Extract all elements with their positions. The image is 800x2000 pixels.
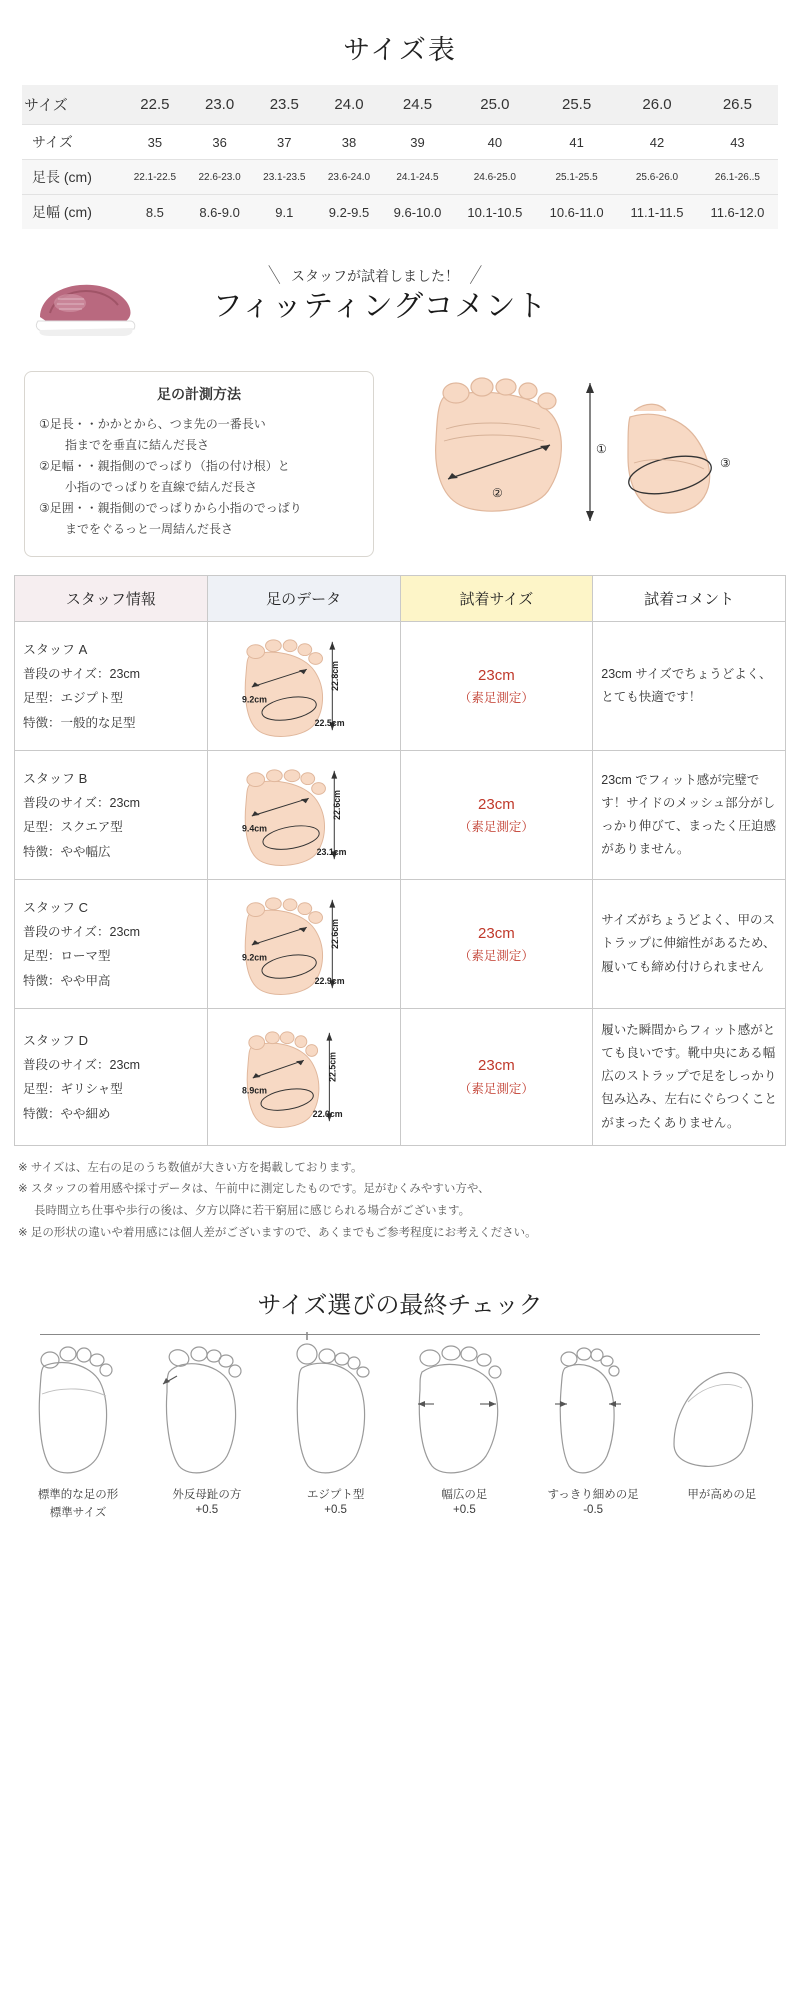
row-label: サイズ xyxy=(22,125,123,160)
cell: 36 xyxy=(187,125,252,160)
table-row xyxy=(15,622,786,751)
cell: 35 xyxy=(123,125,188,160)
foot-example-standard xyxy=(14,1332,142,1520)
measure-item-main: ②足幅・・親指側のでっぱり（指の付け根）と xyxy=(39,459,290,473)
comment-cell: 23cm でフィット感が完璧です！サイドのメッシュ部分がしっかり伸びて、まったく圧迫感がありません。 xyxy=(593,751,786,880)
foot-data-cell xyxy=(207,1009,400,1146)
foot-girth-value: 22.0cm xyxy=(312,1109,343,1120)
try-size-note: （素足測定） xyxy=(458,691,534,706)
staff-foot-type: 足型：エジプト型 xyxy=(23,691,124,706)
cell: 22.1-22.5 xyxy=(123,160,188,195)
foot-outline-icon xyxy=(400,1332,510,1482)
foot-data-cell xyxy=(207,622,400,751)
staff-usual-size: 普段のサイズ：23cm xyxy=(23,667,141,682)
table-row xyxy=(22,195,778,230)
cell: 8.5 xyxy=(123,195,188,230)
foot-outline-icon xyxy=(14,1332,124,1482)
decorative-slash-left: ＼ xyxy=(263,264,285,287)
staff-name: スタッフ A xyxy=(23,641,88,657)
cell: 9.2-9.5 xyxy=(317,195,382,230)
foot-example-wide xyxy=(400,1332,528,1520)
table-row xyxy=(15,880,786,1009)
note-line: ※ サイズは、左右の足のうち数値が大きい方を掲載しております。 xyxy=(18,1161,363,1174)
try-size-value: 23cm xyxy=(478,1057,515,1075)
cell: 41 xyxy=(536,125,617,160)
foot-width-value: 8.9cm xyxy=(241,1085,267,1096)
cell: 38 xyxy=(317,125,382,160)
notes-section xyxy=(0,1146,800,1259)
staff-fitting-table xyxy=(14,575,786,1146)
divider xyxy=(40,1334,760,1335)
foot-side-outline-icon xyxy=(658,1332,768,1482)
staff-foot-type: 足型：ギリシャ型 xyxy=(23,1082,123,1097)
foot-girth-value: 22.5cm xyxy=(314,718,345,729)
staff-feature: 特徴：一般的な足型 xyxy=(23,715,136,730)
foot-example-high-instep xyxy=(658,1332,786,1520)
list-item xyxy=(39,498,359,540)
foot-example-narrow xyxy=(529,1332,657,1520)
staff-info-cell xyxy=(15,1009,208,1146)
cell: 9.1 xyxy=(252,195,317,230)
try-size-cell xyxy=(400,880,593,1009)
foot-caption-sub: +0.5 xyxy=(324,1504,347,1517)
cell: 11.6-12.0 xyxy=(697,195,778,230)
cell: 25.0 xyxy=(454,85,536,125)
label-three: ③ xyxy=(720,456,731,470)
list-item xyxy=(39,456,359,498)
foot-caption-sub: 標準サイズ xyxy=(49,1507,107,1520)
decorative-slash-right: ／ xyxy=(465,264,487,287)
comment-cell: サイズがちょうどよく、甲のストラップに伸縮性があるため、履いても締め付けられません xyxy=(593,880,786,1009)
foot-outline-icon xyxy=(529,1332,639,1482)
label-two: ② xyxy=(492,486,503,500)
staff-usual-size: 普段のサイズ：23cm xyxy=(23,925,141,940)
fitting-staff-text: スタッフが試着しました！ xyxy=(291,268,459,284)
foot-girth-value: 23.1cm xyxy=(316,847,347,858)
cell: 10.1-10.5 xyxy=(454,195,536,230)
row-label: 足幅 (cm) xyxy=(22,195,123,230)
note-line: ※ 足の形状の違いや着用感には個人差がございますので、あくまでもご参考程度にお考えください。 xyxy=(18,1227,537,1240)
measure-item-main: ①足長・・かかとから、つま先の一番長い xyxy=(39,417,266,431)
measure-item-sub: 小指のでっぱりを直線で結んだ長さ xyxy=(65,480,258,494)
try-size-cell xyxy=(400,622,593,751)
foot-outline-icon xyxy=(272,1332,382,1482)
size-table xyxy=(22,85,778,229)
foot-measure-thumb xyxy=(216,761,374,869)
staff-name: スタッフ C xyxy=(23,899,89,915)
cell: 26.0 xyxy=(617,85,697,125)
fitting-header xyxy=(0,255,800,365)
cell: 9.6-10.0 xyxy=(381,195,453,230)
try-size-value: 23cm xyxy=(478,666,515,684)
staff-foot-type: 足型：ローマ型 xyxy=(23,949,111,964)
foot-data-cell xyxy=(207,880,400,1009)
cell: 10.6-11.0 xyxy=(536,195,617,230)
label-one: ① xyxy=(596,442,607,456)
measure-item-sub: までをぐるっと一周結んだ長さ xyxy=(65,522,234,536)
measure-heading: 足の計測方法 xyxy=(157,386,241,402)
try-size-note: （素足測定） xyxy=(458,1081,534,1096)
staff-feature: 特徴：やや幅広 xyxy=(23,844,111,859)
cell: 25.1-25.5 xyxy=(536,160,617,195)
foot-example-egyptian xyxy=(272,1332,400,1520)
cell: 22.6-23.0 xyxy=(187,160,252,195)
cell: 11.1-11.5 xyxy=(617,195,697,230)
cell: 22.5 xyxy=(123,85,188,125)
foot-length-value: 22.8cm xyxy=(329,660,340,691)
measure-item-sub: 指までを垂直に結んだ長さ xyxy=(65,438,210,452)
foot-caption: 外反母趾の方 xyxy=(172,1489,242,1501)
foot-measure-diagram xyxy=(374,371,776,531)
staff-name: スタッフ D xyxy=(23,1032,89,1048)
foot-caption: すっきり細めの足 xyxy=(547,1489,639,1501)
foot-width-value: 9.4cm xyxy=(241,823,267,834)
foot-example-bunion xyxy=(143,1332,271,1520)
cell: 25.6-26.0 xyxy=(617,160,697,195)
foot-measure-thumb xyxy=(216,890,374,998)
cell: 23.5 xyxy=(252,85,317,125)
cell: 43 xyxy=(697,125,778,160)
cell: 26.1-26..5 xyxy=(697,160,778,195)
table-row xyxy=(15,1009,786,1146)
column-header-staff-info: スタッフ情報 xyxy=(15,576,208,622)
cell: 23.0 xyxy=(187,85,252,125)
staff-info-cell xyxy=(15,880,208,1009)
final-check-feet-row xyxy=(0,1326,800,1520)
final-check-title: サイズ選びの最終チェック xyxy=(257,1292,543,1319)
staff-usual-size: 普段のサイズ：23cm xyxy=(23,796,141,811)
column-header-foot-data: 足のデータ xyxy=(207,576,400,622)
cell: 24.5 xyxy=(381,85,453,125)
foot-caption: エジプト型 xyxy=(306,1489,365,1501)
table-row xyxy=(22,160,778,195)
staff-usual-size: 普段のサイズ：23cm xyxy=(23,1057,141,1072)
staff-info-cell xyxy=(15,622,208,751)
comment-cell: 23cm サイズでちょうどよく、とても快適です！ xyxy=(593,622,786,751)
column-header-comment: 試着コメント xyxy=(593,576,786,622)
staff-info-cell xyxy=(15,751,208,880)
cell: 8.6-9.0 xyxy=(187,195,252,230)
try-size-cell xyxy=(400,1009,593,1146)
try-size-value: 23cm xyxy=(478,924,515,942)
measure-method-box xyxy=(24,371,374,557)
cell: 37 xyxy=(252,125,317,160)
measure-list xyxy=(39,414,359,540)
cell: 23.1-23.5 xyxy=(252,160,317,195)
staff-feature: 特徴：やや細め xyxy=(23,1106,111,1121)
foot-caption: 甲が高めの足 xyxy=(687,1489,757,1501)
table-row xyxy=(15,751,786,880)
list-item xyxy=(39,414,359,456)
foot-caption: 標準的な足の形 xyxy=(37,1489,119,1501)
foot-length-value: 22.5cm xyxy=(327,1051,338,1082)
cell: 24.6-25.0 xyxy=(454,160,536,195)
cell: 24.1-24.5 xyxy=(381,160,453,195)
table-header-row xyxy=(15,576,786,622)
cell: 24.0 xyxy=(317,85,382,125)
cell: 40 xyxy=(454,125,536,160)
cell: 25.5 xyxy=(536,85,617,125)
cell: 26.5 xyxy=(697,85,778,125)
try-size-note: （素足測定） xyxy=(458,949,534,964)
foot-length-value: 22.6cm xyxy=(331,789,342,820)
row-label: 足長 (cm) xyxy=(22,160,123,195)
staff-foot-type: 足型：スクエア型 xyxy=(23,820,123,835)
fitting-title: フィッティングコメント xyxy=(212,290,548,323)
measure-item-main: ③足囲・・親指側のでっぱりから小指のでっぱり xyxy=(39,501,302,515)
foot-measure-thumb xyxy=(216,632,374,740)
foot-girth-value: 22.9cm xyxy=(314,976,345,987)
shoe-icon xyxy=(26,273,146,343)
staff-name: スタッフ B xyxy=(23,770,88,786)
foot-caption: 幅広の足 xyxy=(441,1489,488,1501)
try-size-cell xyxy=(400,751,593,880)
page-title: サイズ表 xyxy=(343,35,457,65)
table-row xyxy=(22,125,778,160)
comment-cell: 履いた瞬間からフィット感がとても良いです。靴中央にある幅広のストラップで足をしっかり包み込み、左右にぐらつくことがまったくありません。 xyxy=(593,1009,786,1146)
cell: 39 xyxy=(381,125,453,160)
cell: 42 xyxy=(617,125,697,160)
note-line: ※ スタッフの着用感や採寸データは、午前中に測定したものです。足がむくみやすい方や、 xyxy=(18,1183,490,1196)
foot-caption-sub: +0.5 xyxy=(453,1504,476,1517)
foot-caption-sub: +0.5 xyxy=(195,1504,219,1517)
foot-caption-sub: -0.5 xyxy=(583,1504,604,1517)
size-table-section xyxy=(0,85,800,229)
row-label: サイズ xyxy=(22,85,123,125)
note-line: 長時間立ち仕事や歩行の後は、夕方以降に若干窮屈に感じられる場合がございます。 xyxy=(34,1205,471,1218)
column-header-try-size: 試着サイズ xyxy=(400,576,593,622)
staff-feature: 特徴：やや甲高 xyxy=(23,973,111,988)
foot-data-cell xyxy=(207,751,400,880)
foot-width-value: 9.2cm xyxy=(241,952,267,963)
measure-section xyxy=(0,371,800,557)
staff-table-section xyxy=(0,575,800,1146)
table-row xyxy=(22,85,778,125)
foot-width-value: 9.2cm xyxy=(241,694,267,705)
try-size-value: 23cm xyxy=(478,795,515,813)
foot-measure-thumb xyxy=(216,1023,374,1131)
foot-outline-icon xyxy=(143,1332,253,1482)
cell: 23.6-24.0 xyxy=(317,160,382,195)
foot-length-value: 22.6cm xyxy=(329,918,340,949)
try-size-note: （素足測定） xyxy=(458,820,534,835)
